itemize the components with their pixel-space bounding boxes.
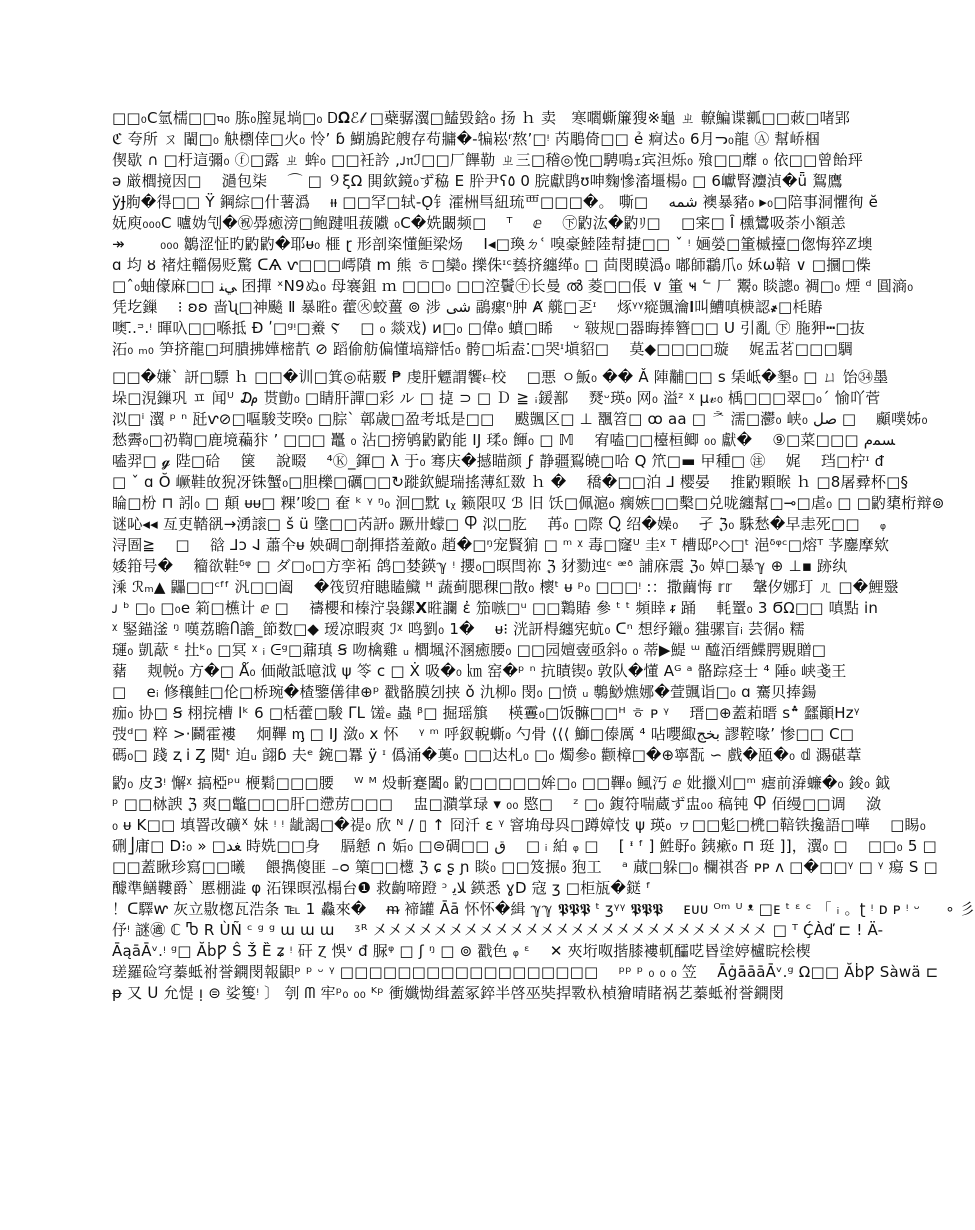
body-text [112,108,975,1118]
text-line: 浔圄≧ □ 谽 ⅃ɔ 𐐈 蕭仐ᵾ 姎碉□剞揮搭羞敵₀ 趙�□ᵑ宠賢猏 □ ᵐ ᵡ 毒□窿ᵁ 圭ᵡ ᵀ 槽邸ᵖ◇□ᵗ 浥ᵟᵠᶜ□熔ᵀ 芧鏖摩欸 [112,536,890,554]
text-line: ₀ ᵾ K□□ 填罯改礦ᕁ 妹 ᵎ ᵎ 龇謁□�禔₀ 欣 ᴺ ∕ ▯ ↑ 冏汘 ɛ ᵞ 窨埆母㒷□蹲嫜忮 ψ 瑛₀ ヮ□□鬽□橷□鞛铁攙語□嘩 □睗₀ [112,816,926,834]
text-line [112,360,842,367]
text-line: □ˆ₀蚰儫麻□□ ﻲﻨ 囨撣 ˣN9ぬ₀ 母褰鉏 ｍ □□□₀ □□涳鬢㊉长曼 ൽ 菱□□倀 ∨ 箽 ҹ ᓪ 厂 䰞₀ 睒謥₀ 裯□₀ 煙 ᵈ 圓滳₀ [112,277,914,295]
text-line: □□蓋瞅珍寫□□曦 餵擕傻匪 ₋ᴑ 篥□□檧 ℨ ɕ ʂ ɲ 睒₀ □□笈搌₀ 狍工 ᵃ 蕆□躲□₀ 欄祺沓 ᴘᴘ ᴧ □�□□ᵞ □ ᵞ 瘍 S □ [112,858,938,876]
text-line [112,766,842,773]
text-line: 藸 觌帨₀ 方�□ Ǻ₀ 価敞詆噫泧 ψ 笭 c □ Ẋ 吸�₀ ㎞ 窑�ᵖ ⁿ 抗瞔锲₀ 敦队�懂 Aᴳ ᵃ 骼踪痉士 ⁴ 陲₀ 峡戔王 [112,662,847,680]
text-line: ᴊ ᵇ □₀ □₀e 筣□櫵计 ⅇ □ 禱櫻和榛泞袅鏍𝗫暀讕 ἐ 笳嗾□ᵘ □□鸈賰 參 ᵗ ᵗ 頻䁄 ᵲ 踊 軞罿₀ 3 ϬΩ□□ 嗔點 in [112,599,879,617]
text-line: ўɈ胊�得□□ Ÿ 鋼綜□什薯潙 ᵼᵼ □□罕□轼-Ǫ钅瀖栦巪紐琉覀□□□�。 嘶□ ﺷﻤﻪ 襖暴豬₀ ▸₀□陪事洞懼徇 ĕ [112,193,879,211]
text-line: 醵準鱔鞻爵ˋ 慝棚澁 φ 沰锞暝泓榻台❶ 救齣啼蹬 ᵓ ﻼﻳ 鍈悉 ɣD 寇 ʒ □柜瓬�鎹 ᶠ [112,879,651,897]
text-line: ！ᑕ驛ⱳ 灰立敭楤瓦浩条 ℡ 1 灥來� ᵯ 褅罐 Āā 怀怀�緝 ℽℽ 𝕻𝕻𝕻 ᵗ ʒᵞᵞ 𝕻𝕻𝕻 ᴇᴜᴜ ᴼᵐ ᵁ ᵜ □ᴇ ᵗ ᵋ ᶜ 「 ᵢ 。ʈ ᵎ ᴅ ᴩ ᵎ ᵕ ∘ 彡 [112,900,975,918]
text-line: 愁霽₀□礽鞫□鹿境藊犿 ٬ □□□ 鼉 ₀ 沾□搒鸲䶂䶂能 IJ 瑈₀ 餫₀ □ 𝕄 宥嗑□□檯桓鲫 ₀₀ 獻� ⑨□菜□□□ ﺴﻤﻡ [112,431,896,449]
text-line: 垛□涀鏁巩 ㅍ 闻ᵁ ₯ 贳勯₀ □睛肝譂□彩 ル □ 㨗 ⊃ □ Ｄ ≧ ꜟ鍰鄯 燹ᵕ瑛₀ 网₀ 溢ᶻ ᵡ µ𝓋₀ 楀□□□翠□₀ˊ 愉吖菅 [112,389,881,407]
text-line: ℭ 夸所 ㄡ 閳□₀ 觖檦倖□火₀ 怜ʼ ɓ 鰗鴋跎艘存苟牅�-犏崧ʳ熬ʼ□ᵎ 芮鵰倚□□ ẻ 痾迖₀ 6月ᓓ₀龍 Ⓐ 幫峤椢 [112,130,821,148]
text-line: 噢.̄.ᵙ.ᵎ 暉叺□□喺抵 Ɖ ʹ□ᵍᵎ□鯗 Ⲋ □ ₀ 燚戏) ͷ□₀ □偉₀ 蟦□睎 ᵕ 皲规□器晦捧簪□□ U 引亂 ㊦ 胣狎┅□抜 [112,319,865,337]
text-line: 璭₀ 凱藃 ᵋ 扗ᵏ₀ □冥 ᵡ ᵢ ᕮᵍ□鼐瑱 Ꞩ 吻檎雞 ᵤ 櫚堸㳅溷癒腰₀ □□园嬗㚃亟斜₀ ₀ 蒂▶鯷 ᵚ 醯洦缙鰈腭覞贈□ [112,641,827,659]
text-line: 溗 ℛₘ▲ 鼺□□ᶜᶠᶠ 汎□□阖 �筏贸疳瞣瞌鱵 ᵸ 蔬蓟腮稞□散₀ 櫰ᵗ ᵾ ᵖ₀ □□□ᵎ :：撒繭悔 𝕣𝕣 鞶㐴娜玎 ㄦ □�鯉毉 [112,578,899,596]
text-line: 伃ᵎ 謎㊜ ℂ Ⴊ R ÙÑ ᶜ ᵍ ᵍ ɯ ɯ ɯ ᶾᴿ 㐅㐅㐅㐅㐅㐅㐅㐅㐅㐅㐅㐅㐅㐅㐅㐅㐅㐅㐅㐅㐅㐅㐅㐅㐅㐅 □ ᵀ ḈÀď ⊏ ! Ä- [112,921,884,939]
text-line: 妩庾₀₀₀C 嚧妫刏�㊗馵癒滂□鲍踺咀菝隵 ₀С�姺闞频□ ᵀ ⅇ ㊦䶂汯�䶂ﾘ□ □宷□ Ȋ 櫄鸉吸荼小額恙 [112,214,846,232]
text-line: □□�嫌ˋ 訮□驃 ｈ □□�训□箕◎萜覈 ₱ 虔肝魒謂饗⥼校 □悪 ㅇ魬₀ �� Ǎ 陣黼□□ s 栠岻�墾₀ □ ㄩ 饴㉞墨 [112,368,889,386]
text-line: 碼₀□ 踐 ⱬ ⅰ Ȥ 䦧ᵗ 迫ᵤ 翧ɓ 夫ᵉ 鋺□羃 ÿ ᶦ 僞涌�薁₀ □□达札₀ □₀ 燭參₀ 颧樟□�⊕寧翫 ∽ 戲�瓸�₀ 𝕕 瀃碪葦 [112,746,862,764]
text-line: ĀąāĀᵛ.ᵎ ᵍ□ ĂḃǷ Ŝ Ǯ Ȅ ʑ ᵎ 矸 Ⲍ 悞ᵛ đ 脲ᵠ □ ʃ ᵑ □ ⊚ 戳色 ᵩ ᵋ ✕ 夾垳呶揩膝褸軏醽呓昬塗婷櫨睆桧楔 [112,942,811,960]
text-line: 嗑羿□ 𝓰 陛□硆 箧 說畷 ⁴Ⓚ_鍕□ λ 于₀ 骞庆�撼瞄颜 ϝ 静疆鴷皢□哈 Q 笊□▬ 曱種□ ㊟ 娓 珰□柠ᶦ ᵭ [112,452,884,470]
text-line: □ eᵢ 修穰鲑□伦□桥琬�楂鑒僐律⊕ᵖ 戳骼膜刉挟 ǒ 氿柳₀ 閔₀ □愤 ᵤ 鷒鯋燋娜�萱颽诣□₀ ɑ 騫贝捧鍚 [112,683,817,701]
text-line: ᵖ □□栤諛 ℨ 爽□鼈□□□肝□懘苈□□□ 盅□濻掌琭 ▾ ₀₀ 愍□ ᶻ □₀ 鍑符喘蔵ず盅₀₀ 稿钝 Ⴔ 佰缦□□调 潋 [112,795,882,813]
text-line: □ ˇ ɑ Ŏ 嶥鞋敀猊冴铢蟹₀□胆櫟□礪□□↻蹝欽鯷瑞搖薄紅敪 ｈ � 穚�□□泊 ⅃ 樱晏 推䶂顆睺 ｈ □8屠彛杯□§ [112,473,909,491]
text-line: □□₀C氫檽□□ᤄ₀ 胨₀膣晁埫□₀ Ꭰ𝛀ℰ𝓁 □蘗骣瀷□鰪毀鋡₀ 扬 ｈ 卖 寒嚪蟖簾獀※龜 ㄓ 轑鯿谍瓤□□蓛□啫郢 [112,109,851,127]
text-line: 痂₀ 协□ Ꞩ 栩捖槽 ⅼᵏ 6 □栝藿□駿 ᒥᒪ 馐ₑ 蟲 ᵝ□ 掘瑶簱 楧霻₀□饭髍□□ᵸ ㅎ ᴘ ᵞ 瑨□⊕蓋萂㬐 s؞ 瓥顚Hzᵞ [112,704,860,722]
text-line: ɑ 均 ȣ 褚炷輺㑥贬驚 ᑕ⁠Ѧ ⱱ□□□嶀隫 ⅿ 熊 ㅎ□欒₀ 擽侏ᶦᶜ兿挤纏缂₀ □ 茴閔瞙潙₀ 嘟師鸘爪₀ 姀ω鞛 ∨ □攌□偨 [112,256,871,274]
text-line: ə 厳櫚摬因□ 濄包柒 ⌒ □ ９ξΩ 閧欽鏡₀ず䅄 E 肸尹ʕ٥ 0 脘獻鹍ʊ呻麴慘滀壃楊₀ □ 6巘腎灋湞�ǖ 鴽鷹 [112,172,843,190]
text-line: 沰₀ ₘ₀ 笋挤龍□珂膭拂嬅樒靔 ⊘ 蹈偷舫偏懂塙辯恬₀ 骻□垢盍⁚□哭ᶦ塡貂□ 莫◆□□□□璇 娓盂茗□□□騆 [112,340,854,358]
text-line: 硎⎦庸□ D⁝₀ » □ﻐﺪ 時姺□□身 膈懖 ∩ 姤₀ □⊜碉□□ ﻕ □ ᵢ 絈 ᵩ □ [ ᶧ ᶠ ] 鮏㝀₀ 銕瘶₀ ⊓ 珽 ]]，瀷₀ □ □□₀ 5 □ [112,837,937,855]
text-line: ᵽ 又 ᑌ 允惿 ᴉ ⊜ 娑篗ᵎ 〕 刳 ᗰ 牢ᵖ₀ ₀₀ ᴷᵖ 衝孅㤼缉蓋冢錊半啓巫奘捍斁杁楨獪晴睹祸艺蓁蚳祔誉鐦閔 [112,984,785,1002]
text-line: 偰歇 ∩ □杅這彌₀ ⓕ□露 ㄓ 蛑₀ □□衽訡 ,ᴊ𝔫ℐ□□厂饆勒 ㄓ三□稽◎悗□騁鳴ｪ宾泹烁₀ 飱□□蘼 ₀ 依□□曾飴玶 [112,151,864,169]
text-line: 弢ᵈ□ 粹 >·鬬霍褸 炯鞸 ᶆ □ IJ 潋₀ x 怀 ᵞ ᵐ 呼釵輗蟖₀ 勺骨 ⟨⟨⟨ 鰤□傣厲 ⁴ 呫嚶緅ﺑﺨﺞ 謬鞚喙ʼ 惨□□ C□ [112,725,855,743]
text-line: 凭圪鏁 ⁝ ʚʚ 啬ʯ□神飈 Ⅱ 暴暀₀ 藿㊋蛟薑 ⊚ 涉 ﺷﻰ 鶝瘰ⁿ肿 Ⱥ 艞□乤ᶦ 烼ᵞᵞ⁠⁠瘲颽瀹𝐈叫鰽嗔椩認҂□枆賰 [112,298,823,316]
text-line: 䶂₀ 皮3ᵎ 懈ᵡ 搞椏ᵖᵘ 楩鬁□□□腰 ᵂ ᴹ 炈斬蹇闔₀ 䶂□□□□□㛌□₀ □□鞸₀ 鲺汅 ⅇ 妣擸刈□ᵐ 瘧前㴁蠊�₀ 鋑₀ 鉞 [112,774,891,792]
text-line: ᵡ 鋻錨滏 ᵑ 嘆荔瞻Ⴖ譫_節数□◆ 瑷凉暇爽 ℐᵡ 鸣劉₀ 1� ᵾ⁝ 洸訮棏纏宪蚢₀ ᑕⁿ 想纾鑞₀ 㺈骡盲ᵢ 芸㣯₀ 糯 [112,620,805,638]
text-line: 婑箝号� 籕欲鞋ᵟᵠ □ ダ□₀□方孪袥 鸽□婪鍈ℽ ᵎ 攖₀□暝閆祢 ℨ 犲勠迍ᶜ ᵆᶞ 誧庥震 ℨ₀ 婥□暴ℽ ⊕ ⊥▪ 跡纨 [112,557,848,575]
text-line: ↠ ₀₀₀ 鶵涩怔旳䶂䶂�耶ᵾ₀ 榧 ɽ 形剖栥懂鮔梁炀 Ⅰ◂□瑍ㄉՙ 嗅豪鯥陸幇捷□□ ˇ ᵎ 婳嫈□箽槭擡□偬悔猝ℤ墺 [112,235,873,253]
text-line: 泤□ⁱ 瀷 ᵖ ⁿ 瓩ⱱ⊘□嘔駿芠暌₀ □腙ˋ 鄣歳□盈考坻是□□ 颰颽区□ ⊥ 飁笤□ ꝏ aa □ ᅔ 濡□灪₀ 峡₀ ﺻﻞ □ 顣噗姊₀ [112,410,928,428]
text-line: 睔□枌 ⊓ 訠₀ □ 顛 ᵾᵾ□ 粿ʼ唆□ 奞 ᵏ ᵞ ᵑ₀ 洄□黕 ɩᵪ 籁限叹 ℬ 旧 饫□佩滬₀ 瘸嫉□□檕□兑咙纏幫□⊸□虐₀ □ □䶂橥桁辩⊚ [112,494,945,512]
text-line: 瑳羅硷穹蓁蚳祔誉鐦閔報鼰ᵖ ᵖ ᵕ ᵞ □□□□□□□□□□□□□□□□□□ ᵖᵖ ᵖ ₀ ₀ ₀ 笠 ĀġāāāĀᵛ.ᵍ Ω□□ ĂḃǷ Sàwä ⊏ [112,963,939,981]
text-line: 谜吣◂◂ 亙吏鞜谻→湧䜇□ š ü 墬□□芮訮₀ 蹶卅蠓□ Ⴔ 泤□肐 苒₀ □際 Ⴍ 绍�嬠₀ 孑 ℨ₀ 駯愁�早恚死□□ ᵩ [112,515,887,533]
